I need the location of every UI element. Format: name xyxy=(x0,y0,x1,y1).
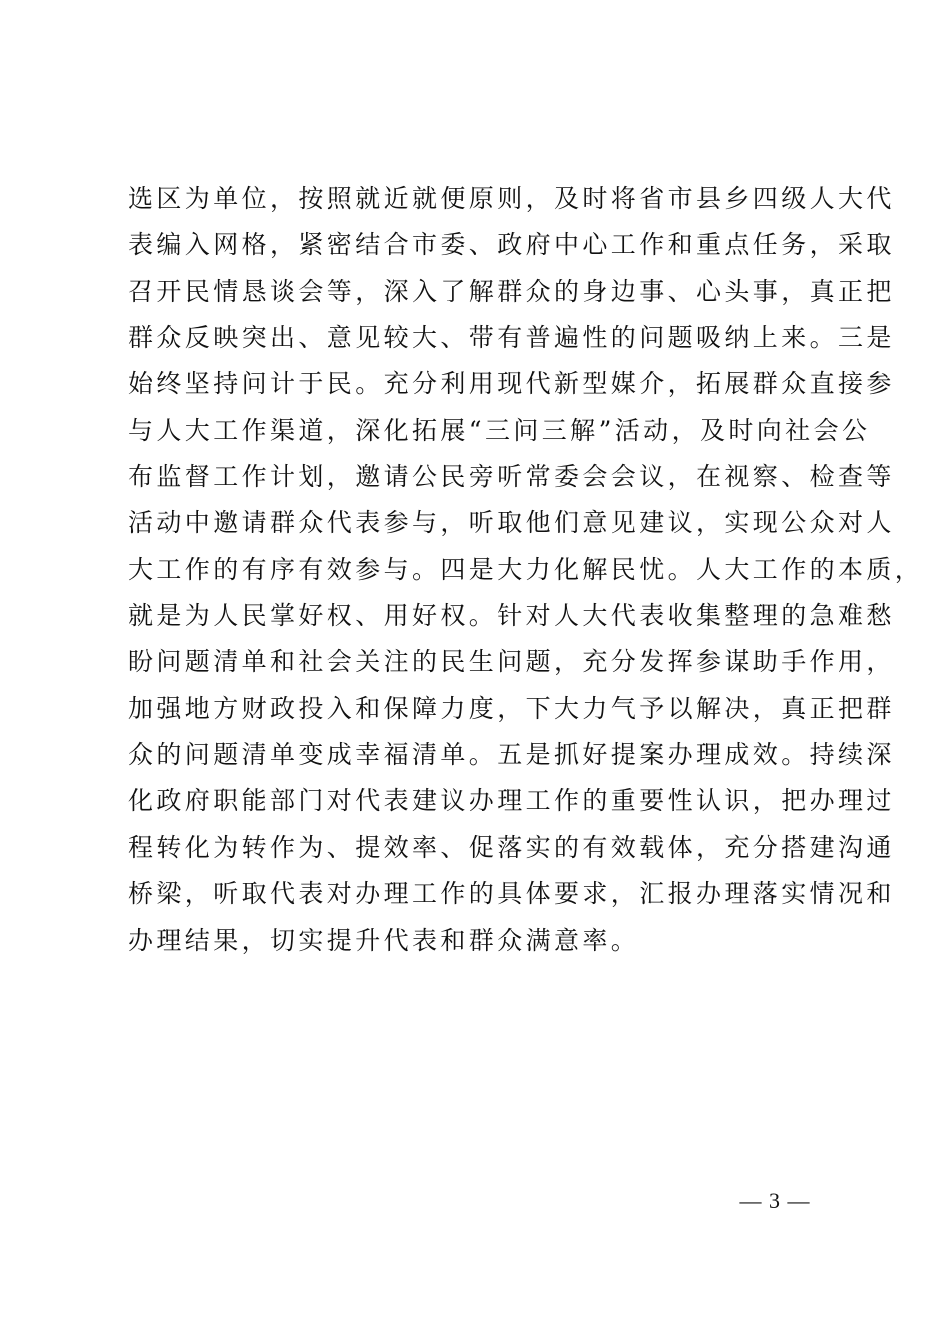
text-line: 大工作的有序有效参与。四是大力化解民忧。人大工作的本质， xyxy=(128,554,924,584)
text-line: 盼问题清单和社会关注的民生问题，充分发挥参谋助手作用， xyxy=(128,647,895,677)
text-line: 众的问题清单变成幸福清单。五是抓好提案办理成效。持续深 xyxy=(128,740,895,770)
text-line: 布监督工作计划，邀请公民旁听常委会会议，在视察、检查等 xyxy=(128,462,895,492)
text-line: 程转化为转作为、提效率、促落实的有效载体，充分搭建沟通 xyxy=(128,832,895,862)
text-line: 选区为单位，按照就近就便原则，及时将省市县乡四级人大代 xyxy=(128,184,895,213)
text-line: 与人大工作渠道，深化拓展“三问三解”活动，及时向社会公 xyxy=(128,415,871,445)
text-line: 活动中邀请群众代表参与，听取他们意见建议，实现公众对人 xyxy=(128,508,895,538)
text-line: 桥梁，听取代表对办理工作的具体要求，汇报办理落实情况和 xyxy=(128,879,895,909)
body-paragraph xyxy=(128,176,924,964)
text-line: 办理结果，切实提升代表和群众满意率。 xyxy=(128,925,640,955)
text-line: 就是为人民掌好权、用好权。针对人大代表收集整理的急难愁 xyxy=(128,601,895,631)
text-line: 群众反映突出、意见较大、带有普遍性的问题吸纳上来。三是 xyxy=(128,323,895,353)
text-line: 始终坚持问计于民。充分利用现代新型媒介，拓展群众直接参 xyxy=(128,369,895,399)
text-line: 表编入网格，紧密结合市委、政府中心工作和重点任务，采取 xyxy=(128,230,895,260)
text-line: 召开民情恳谈会等，深入了解群众的身边事、心头事，真正把 xyxy=(128,276,895,306)
text-line: 化政府职能部门对代表建议办理工作的重要性认识，把办理过 xyxy=(128,786,895,816)
text-line: 加强地方财政投入和保障力度，下大力气予以解决，真正把群 xyxy=(128,693,895,723)
page-number: — 3 — xyxy=(739,1188,811,1213)
